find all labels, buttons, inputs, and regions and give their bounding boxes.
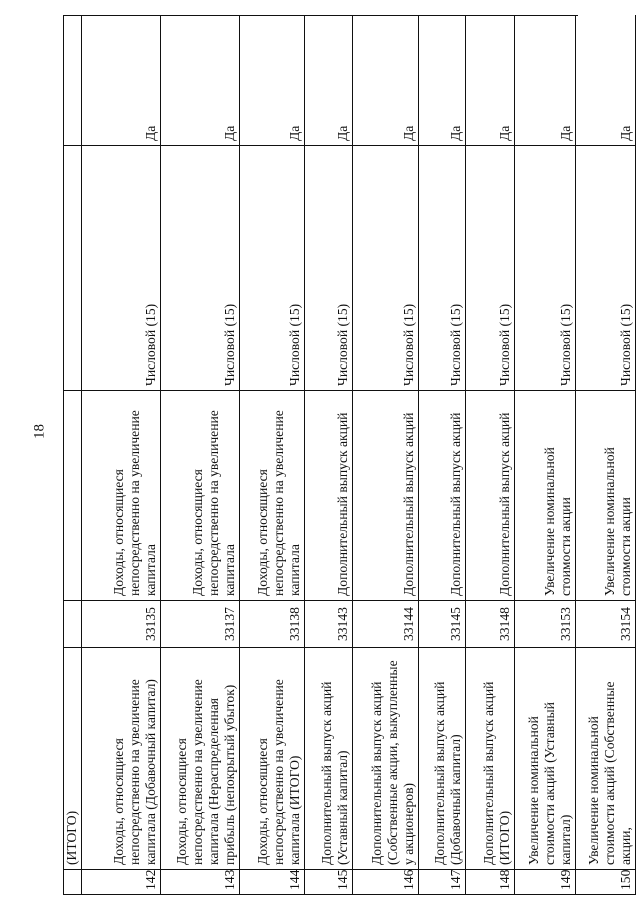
cell-desc: Дополнительный выпуск акций <box>465 391 514 601</box>
table-row <box>304 15 353 895</box>
cell-code: 33138 <box>239 601 304 648</box>
cell-desc: Дополнительный выпуск акций <box>418 391 465 601</box>
cell-code: 33143 <box>304 601 352 648</box>
cell-type: Числовой (15) <box>160 146 239 391</box>
cell-desc: Доходы, относящиеся непосредственно на увеличение капитала <box>81 391 160 601</box>
cell-name: Доходы, относящиеся непосредственно на увеличение капитала (ИТОГО) <box>239 648 304 870</box>
cell-code <box>63 601 81 648</box>
cell-desc: Дополнительный выпуск акций <box>352 391 418 601</box>
cell-name: (ИТОГО) <box>63 648 81 870</box>
cell-name: Доходы, относящиеся непосредственно на увеличение капитала (Добавочный капитал) <box>81 648 160 870</box>
cell-desc: Дополнительный выпуск акций <box>304 391 352 601</box>
table-row <box>63 15 82 895</box>
cell-code: 33148 <box>465 601 514 648</box>
cell-n: 148 <box>465 870 514 895</box>
cell-name: Доходы, относящиеся непосредственно на увеличение капитала (Нераспределенная прибыль (непокрытый убыток) <box>160 648 239 870</box>
cell-code: 33145 <box>418 601 465 648</box>
cell-desc: Доходы, относящиеся непосредственно на увеличение капитала <box>160 391 239 601</box>
cell-n: 149 <box>514 870 575 895</box>
cell-req: Да <box>304 15 352 146</box>
table-row <box>465 15 515 895</box>
cell-name: Дополнительный выпуск акций (Собственные акции, выкупленные у акционеров) <box>352 648 418 870</box>
cell-name: Увеличение номинальной стоимости акций (Уставный капитал) <box>514 648 575 870</box>
cell-type: Числовой (15) <box>352 146 418 391</box>
cell-n <box>63 870 81 895</box>
table-row <box>514 15 576 895</box>
page-number: 18 <box>31 424 48 439</box>
cell-name: Увеличение номинальной стоимости акций (Собственные акции, <box>575 648 635 870</box>
cell-req: Да <box>239 15 304 146</box>
cell-req: Да <box>418 15 465 146</box>
cell-n: 142 <box>81 870 160 895</box>
cell-req: Да <box>514 15 575 146</box>
cell-req: Да <box>352 15 418 146</box>
table-row <box>239 15 305 895</box>
table-row <box>418 15 466 895</box>
cell-type: Числовой (15) <box>81 146 160 391</box>
cell-req <box>63 15 81 146</box>
table-wrapper <box>63 15 633 895</box>
cell-name: Дополнительный выпуск акций (Уставный капитал) <box>304 648 352 870</box>
cell-desc: Увеличение номинальной стоимости акции <box>575 391 635 601</box>
cell-n: 150 <box>575 870 635 895</box>
cell-req: Да <box>81 15 160 146</box>
cell-desc: Увеличение номинальной стоимости акции <box>514 391 575 601</box>
cell-n: 147 <box>418 870 465 895</box>
table-row <box>81 15 161 895</box>
cell-n: 144 <box>239 870 304 895</box>
cell-type: Числовой (15) <box>239 146 304 391</box>
cell-type: Числовой (15) <box>514 146 575 391</box>
table-row <box>160 15 240 895</box>
cell-code: 33154 <box>575 601 635 648</box>
cell-type: Числовой (15) <box>304 146 352 391</box>
cell-code: 33137 <box>160 601 239 648</box>
cell-name: Дополнительный выпуск акций (ИТОГО) <box>465 648 514 870</box>
cell-type: Числовой (15) <box>418 146 465 391</box>
cell-req: Да <box>465 15 514 146</box>
cell-code: 33135 <box>81 601 160 648</box>
cell-desc: Доходы, относящиеся непосредственно на увеличение капитала <box>239 391 304 601</box>
cell-name: Дополнительный выпуск акций (Добавочный капитал) <box>418 648 465 870</box>
cell-code: 33144 <box>352 601 418 648</box>
cell-n: 143 <box>160 870 239 895</box>
cell-code: 33153 <box>514 601 575 648</box>
cell-n: 146 <box>352 870 418 895</box>
data-table <box>63 15 633 895</box>
cell-req: Да <box>160 15 239 146</box>
cell-n: 145 <box>304 870 352 895</box>
cell-type <box>63 146 81 391</box>
cell-desc <box>63 391 81 601</box>
cell-req: Да <box>575 15 635 146</box>
table-row <box>575 15 636 895</box>
cell-type: Числовой (15) <box>465 146 514 391</box>
cell-type: Числовой (15) <box>575 146 635 391</box>
table-row <box>352 15 419 895</box>
